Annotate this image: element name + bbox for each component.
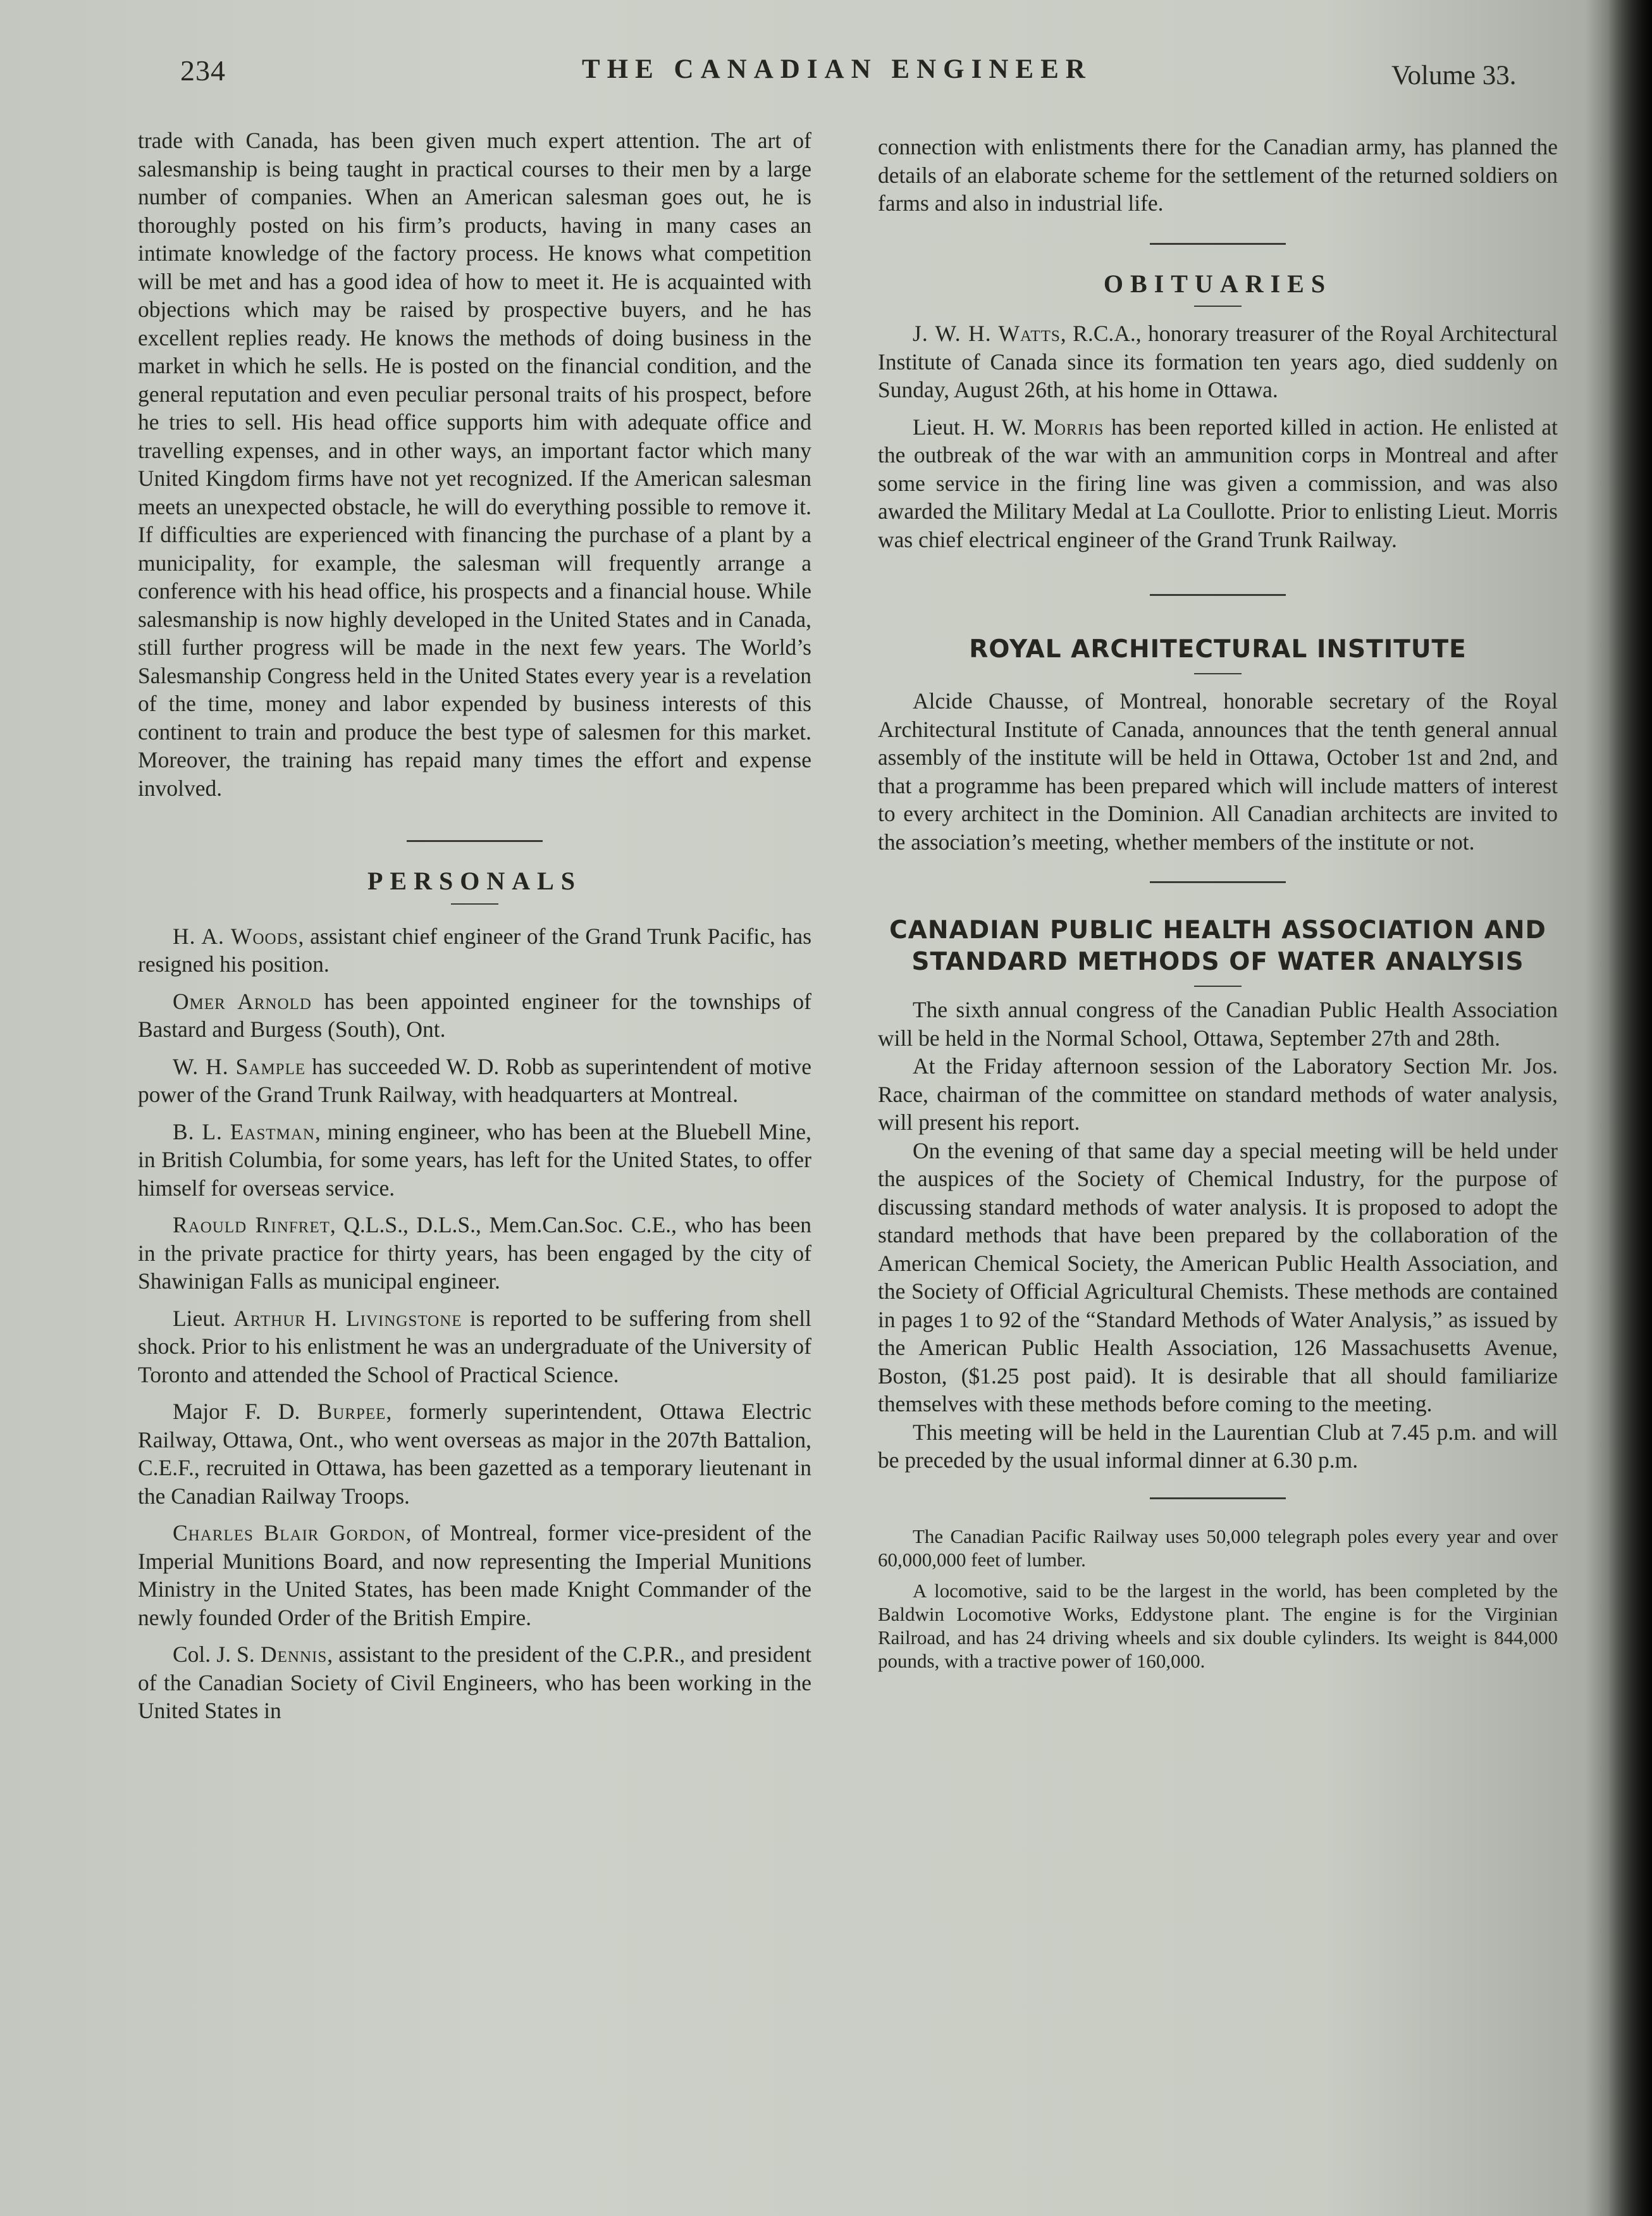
person-name: Dennis: [260, 1642, 328, 1667]
personal-item: H. A. Woods, assistant chief engineer of the Grand Trunk Pacific, has resigned his position.: [138, 923, 812, 977]
obituary-item: Lieut. H. W. Morris has been reported killed in action. He enlisted at the outbreak of the war with an ammunition corps in Montreal and after some service in the firing line was given a commission, and was also awarded the Military Medal at La Coullotte. Prior to enlisting Lieut. Morris was chief electrical engineer of the Grand Trunk Railway.: [878, 414, 1558, 552]
intro-paragraph: trade with Canada, has been given much expert attention. The art of salesmanship is being taught in practical courses to their men by a large number of companies. When an American salesman goes out, he is thoroughly posted on his firm’s products, having in many cases an intimate knowledge of the factory process. He knows what competition will be met and has a good idea of how to meet it. He is acquainted with objections which may be raised by prospective buyers, and he has excellent replies ready. He knows the methods of doing business in the market in which he sells. He is posted on the financial condition, and the general reputation and even peculiar personal traits of his prospect, before he tries to sell. His head office supports him with adequate office and travelling expenses, and in other ways, an important factor which many United Kingdom firms have not yet recognized. If the American salesman meets an unexpected obstacle, he will do everything possible to remove it. If difficulties are experienced with financing the purchase of a plant by a municipality, for example, the salesman will frequently arrange a conference with his head office, his prospects and a financial house. While salesmanship is now highly developed in the United States and in Canada, still further progress will be made in the next few years. The World’s Salesmanship Congress held in the United States every year is a revelation of the time, money and labor expended by business interests of this continent to train and produce the best type of salesmen for this market. Moreover, the training has repaid many times the effort and expense involved.: [138, 128, 811, 801]
personal-item: Lieut. Arthur H. Livingstone is reported to be suffering from shell shock. Prior to his enlistment he was an undergraduate of the University of Toronto and attended the School of Practical Science.: [138, 1305, 811, 1387]
continuation-paragraph: connection with enlistments there for the Canadian army, has planned the details of an elaborate scheme for the settlement of the returned soldiers on farms and also in industrial life.: [878, 134, 1558, 216]
personal-item: W. H. Sample has succeeded W. D. Robb as superintendent of motive power of the Grand Trunk Railway, with headquarters at Montreal.: [138, 1053, 812, 1107]
right-column: [878, 133, 1558, 1680]
personal-item: B. L. Eastman, mining engineer, who has been at the Bluebell Mine, in British Columbia, for some years, has left for the United States, to offer himself for overseas service.: [138, 1118, 811, 1201]
volume-label: Volume 33.: [1391, 61, 1517, 90]
person-name: Burpee: [317, 1399, 386, 1424]
filler-note: The Canadian Pacific Railway uses 50,000 telegraph poles every year and over 60,000,000 feet of lumber.: [878, 1525, 1558, 1571]
personals-heading: PERSONALS: [367, 867, 583, 895]
cpha-paragraph: On the evening of that same day a special meeting will be held under the auspices of the Society of Chemical Industry, for the purpose of discussing standard methods of water analysis. It is proposed to adopt the standard methods that have been prepared by the collaboration of the American Chemical Society, the American Public Health Association, and the Society of Official Agricultural Chemists. These methods are contained in pages 1 to 92 of the “Standard Methods of Water Analysis,” as issued by the American Public Health Association, 126 Massachusetts Avenue, Boston, ($1.25 post paid). It is desirable that all should familiarize themselves with these methods before coming to the meeting.: [878, 1137, 1558, 1416]
cpha-paragraph: At the Friday afternoon session of the Laboratory Section Mr. Jos. Race, chairman of the committee on standard methods of water analysis, will present his report.: [878, 1053, 1558, 1135]
left-column: [138, 127, 811, 1734]
person-name: Morris: [1033, 414, 1104, 440]
person-name: W. H. Sample: [173, 1053, 306, 1079]
cpha-paragraph: This meeting will be held in the Laurentian Club at 7.45 p.m. and will be preceded by the usual informal dinner at 6.30 p.m.: [878, 1419, 1558, 1473]
obituary-item: J. W. H. Watts, R.C.A., honorary treasurer of the Royal Architectural Institute of Canada since its formation ten years ago, died suddenly on Sunday, August 26th, at his home in Ottawa.: [878, 321, 1558, 402]
person-name: H. A. Woods: [173, 923, 299, 949]
personals-list: [138, 922, 811, 1725]
person-name: J. W. H. Watts: [913, 321, 1061, 346]
binding-shadow: [1608, 0, 1652, 2216]
rai-paragraph: Alcide Chausse, of Montreal, honorable secretary of the Royal Architectural Institute of Canada, announces that the tenth general annual assembly of the institute will be held in Ottawa, October 1st and 2nd, and that a programme has been prepared which will include matters of interest to every architect in the Dominion. All Canadian architects are invited to the association’s meeting, whether members of the institute or not.: [878, 688, 1558, 855]
cpha-heading-line-1: CANADIAN PUBLIC HEALTH ASSOCIATION AND: [889, 916, 1546, 944]
obituaries-heading: OBITUARIES: [1103, 269, 1333, 298]
person-name: Arthur H. Livingstone: [233, 1305, 462, 1331]
personal-item: Omer Arnold has been appointed engineer for the townships of Bastard and Burgess (South), Ont.: [138, 988, 811, 1042]
journal-title: THE CANADIAN ENGINEER: [582, 54, 1092, 84]
person-name: Omer Arnold: [173, 988, 312, 1014]
person-name: B. L. Eastman: [173, 1118, 315, 1144]
rai-heading: ROYAL ARCHITECTURAL INSTITUTE: [969, 635, 1467, 664]
cpha-heading-line-2: STANDARD METHODS OF WATER ANALYSIS: [911, 948, 1524, 976]
page-header: [0, 54, 1652, 104]
cpha-paragraph: The sixth annual congress of the Canadian Public Health Association will be held in the Normal School, Ottawa, September 27th and 28th.: [878, 997, 1558, 1051]
filler-note: A locomotive, said to be the largest in the world, has been completed by the Baldwin Locomotive Works, Eddystone plant. The engine is for the Virginian Railroad, and has 24 driving wheels and six double cylinders. Its weight is 844,000 pounds, with a tractive power of 160,000.: [878, 1579, 1558, 1672]
personal-item: Col. J. S. Dennis, assistant to the president of the C.P.R., and president of the Canadian Society of Civil Engineers, who has been working in the United States in: [138, 1642, 811, 1723]
page-number: 234: [180, 54, 226, 87]
person-name: Raould Rinfret: [173, 1212, 330, 1237]
personal-item: Charles Blair Gordon, of Montreal, former vice-president of the Imperial Munitions Board, and now representing the Imperial Munitions Ministry in the United States, has been made Knight Commander of the newly founded Order of the British Empire.: [138, 1520, 811, 1630]
personal-item: Major F. D. Burpee, formerly superintendent, Ottawa Electric Railway, Ottawa, Ont., who went overseas as major in the 207th Battalion, C.E.F., recruited in Ottawa, has been gazetted as a temporary lieutenant in the Canadian Railway Troops.: [138, 1399, 811, 1509]
personal-item: Raould Rinfret, Q.L.S., D.L.S., Mem.Can.Soc. C.E., who has been in the private practice for thirty years, has been engaged by the city of Shawinigan Falls as municipal engineer.: [138, 1212, 811, 1294]
person-name: Charles Blair Gordon: [173, 1520, 406, 1545]
